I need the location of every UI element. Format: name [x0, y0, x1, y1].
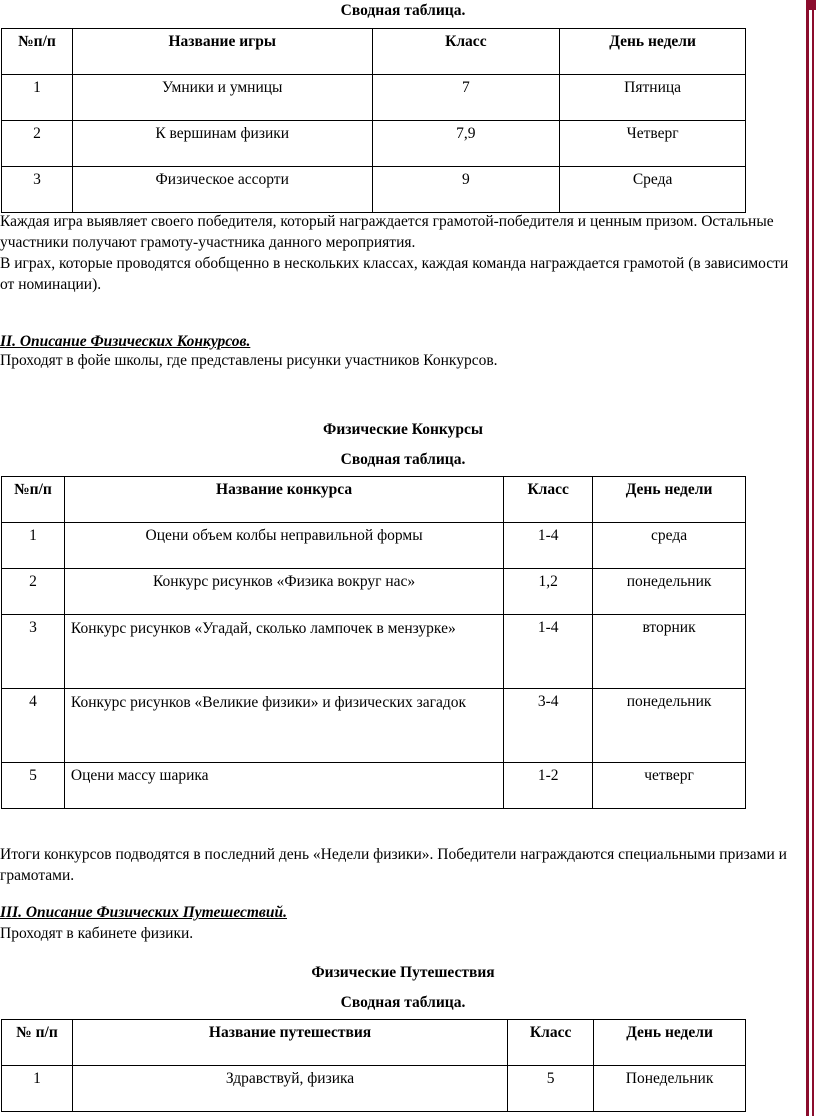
cell-game-name: Умники и умницы — [72, 75, 372, 121]
cell-weekday: среда — [593, 523, 746, 569]
cell-contest-name: Конкурс рисунков «Физика вокруг нас» — [64, 569, 503, 615]
table-row — [2, 523, 746, 569]
cell-weekday: вторник — [593, 615, 746, 689]
cell-contest-name: Оцени массу шарика — [64, 763, 503, 809]
page-border-decoration — [806, 0, 816, 1116]
col-header-class: Класс — [372, 29, 560, 75]
col-header-weekday: День недели — [560, 29, 746, 75]
cell-number: 5 — [2, 763, 65, 809]
contests-summary: Итоги конкурсов подводятся в последний день «Недели физики». Победители награждаются специальными призами и грамотами. — [0, 846, 787, 884]
table-row — [2, 1066, 746, 1112]
cell-number: 2 — [2, 121, 73, 167]
cell-class: 1,2 — [504, 569, 593, 615]
border-line-outer — [806, 0, 809, 1116]
contests-table — [1, 476, 746, 809]
cell-class: 1-4 — [504, 615, 593, 689]
col-header-number: № п/п — [2, 1020, 73, 1066]
cell-weekday: Понедельник — [594, 1066, 746, 1112]
table-row — [2, 763, 746, 809]
table-row — [2, 121, 746, 167]
cell-contest-name: Конкурс рисунков «Великие физики» и физических загадок — [64, 689, 503, 763]
cell-game-name: К вершинам физики — [72, 121, 372, 167]
cell-class: 1-4 — [504, 523, 593, 569]
cell-number: 3 — [2, 167, 73, 213]
table-row — [2, 569, 746, 615]
table-row — [2, 689, 746, 763]
cell-class: 7,9 — [372, 121, 560, 167]
cell-class: 9 — [372, 167, 560, 213]
cell-class: 5 — [508, 1066, 594, 1112]
col-header-weekday: День недели — [594, 1020, 746, 1066]
nomination-paragraph: В играх, которые проводятся обобщенно в нескольких классах, каждая команда награждается грамотой (в зависимости от номинации). — [0, 255, 789, 293]
section3-intro: Проходят в кабинете физики. — [0, 925, 194, 942]
cell-game-name: Физическое ассорти — [72, 167, 372, 213]
col-header-contest-name: Название конкурса — [64, 477, 503, 523]
cell-journey-name: Здравствуй, физика — [72, 1066, 507, 1112]
section2-title: Физические Конкурсы — [323, 421, 483, 438]
col-header-number: №п/п — [2, 29, 73, 75]
col-header-class: Класс — [508, 1020, 594, 1066]
table1-caption: Сводная таблица. — [340, 2, 466, 19]
cell-class: 7 — [372, 75, 560, 121]
cell-number: 2 — [2, 569, 65, 615]
table-row — [2, 615, 746, 689]
cell-class: 1-2 — [504, 763, 593, 809]
cell-number: 1 — [2, 523, 65, 569]
border-line-inner — [812, 0, 814, 1116]
cell-weekday: Среда — [560, 167, 746, 213]
winners-paragraph: Каждая игра выявляет своего победителя, который награждается грамотой-победителя и ценным призом. Остальные участники получают грамоту-участника данного мероприятия. — [0, 213, 774, 251]
cell-weekday: четверг — [593, 763, 746, 809]
cell-contest-name: Оцени объем колбы неправильной формы — [64, 523, 503, 569]
table2-caption: Сводная таблица. — [340, 451, 466, 468]
cell-weekday: понедельник — [593, 569, 746, 615]
cell-number: 4 — [2, 689, 65, 763]
cell-contest-name: Конкурс рисунков «Угадай, сколько лампочек в мензурке» — [64, 615, 503, 689]
section3-title: Физические Путешествия — [311, 964, 495, 981]
journeys-table — [1, 1019, 746, 1112]
cell-number: 3 — [2, 615, 65, 689]
cell-weekday: Четверг — [560, 121, 746, 167]
cell-class: 3-4 — [504, 689, 593, 763]
table-header-row — [2, 1020, 746, 1066]
col-header-number: №п/п — [2, 477, 65, 523]
section3-heading: III. Описание Физических Путешествий. — [0, 904, 287, 921]
table-header-row — [2, 477, 746, 523]
table3-caption: Сводная таблица. — [340, 994, 466, 1011]
border-corner-marker — [806, 0, 816, 10]
cell-number: 1 — [2, 1066, 73, 1112]
table-row — [2, 167, 746, 213]
table-row — [2, 75, 746, 121]
cell-weekday: понедельник — [593, 689, 746, 763]
col-header-class: Класс — [504, 477, 593, 523]
col-header-journey-name: Название путешествия — [72, 1020, 507, 1066]
section2-intro: Проходят в фойе школы, где представлены рисунки участников Конкурсов. — [0, 352, 498, 369]
col-header-game-name: Название игры — [72, 29, 372, 75]
col-header-weekday: День недели — [593, 477, 746, 523]
games-table — [1, 28, 746, 213]
section2-heading: II. Описание Физических Конкурсов. — [0, 333, 251, 350]
table-header-row — [2, 29, 746, 75]
cell-number: 1 — [2, 75, 73, 121]
cell-weekday: Пятница — [560, 75, 746, 121]
